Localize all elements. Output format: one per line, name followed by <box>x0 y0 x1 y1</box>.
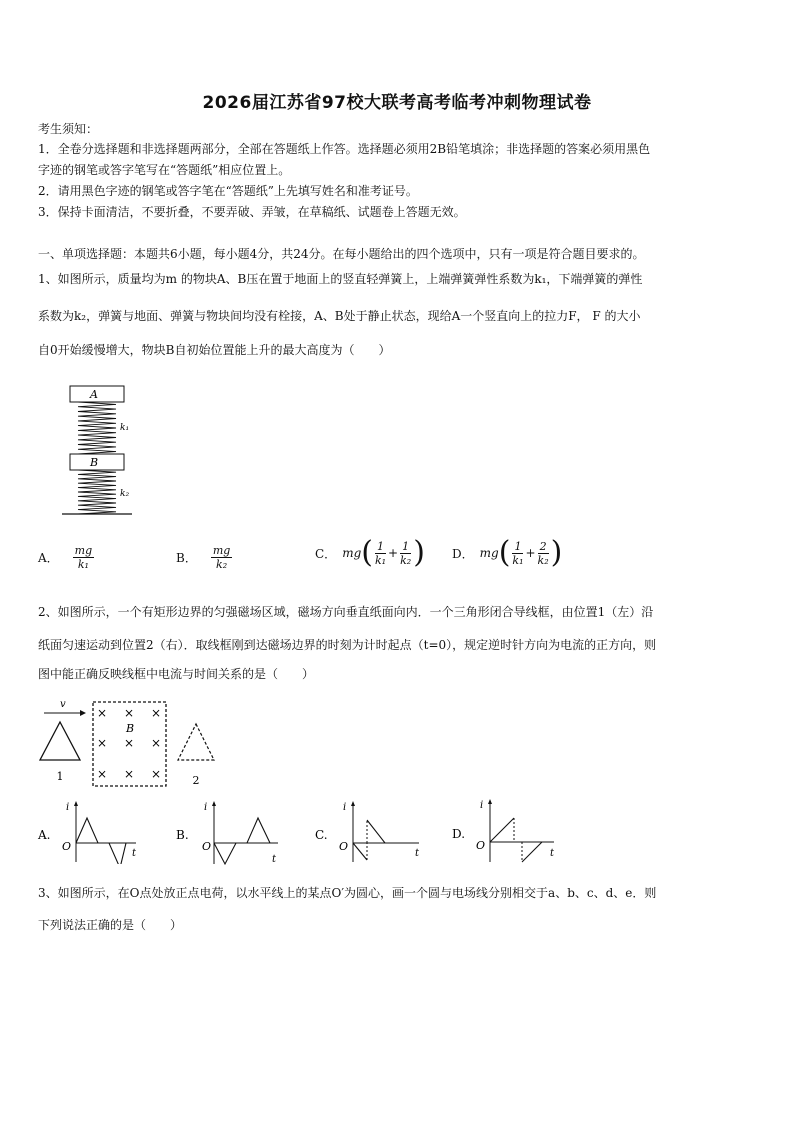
position-2-label: 2 <box>192 774 200 787</box>
q1-line-2: 系数为k₂，弹簧与地面、弹簧与物块间均没有栓接，A、B处于静止状态，现给A一个竖直向上的拉力F， F 的大小 <box>38 309 641 323</box>
notice-item-3: 3．保持卡面清洁，不要折叠，不要弄破、弄皱，在草稿纸、试题卷上答题无效。 <box>38 205 466 219</box>
q3-line-2: 下列说法正确的是（ ） <box>38 918 183 932</box>
graph-c-origin-label: O <box>339 840 349 853</box>
graph-d-i-arrowhead <box>488 799 492 804</box>
svg-text:×: × <box>150 736 162 750</box>
option-d-label: D． <box>452 546 474 561</box>
graph-option-d[interactable] <box>450 796 564 864</box>
option-d-f1-numerator: 1 <box>514 539 522 553</box>
graph-c-curve-positive <box>367 820 385 843</box>
q1-option-a[interactable] <box>38 544 94 571</box>
velocity-arrowhead <box>80 710 86 716</box>
graph-b-i-label: i <box>204 802 208 813</box>
position-1-label: 1 <box>56 770 64 783</box>
q1-option-b[interactable] <box>176 544 232 571</box>
option-c-prefix: mg <box>342 546 362 560</box>
graph-option-a[interactable] <box>36 798 146 864</box>
option-a-numerator: mg <box>74 544 93 557</box>
q1-option-d[interactable] <box>452 535 563 570</box>
svg-text:×: × <box>123 706 135 720</box>
graph-a-i-label: i <box>66 802 70 813</box>
graph-c-i-arrowhead <box>351 801 355 806</box>
svg-text:×: × <box>123 767 135 781</box>
graph-c-label: C. <box>315 828 328 842</box>
option-a-label: A． <box>38 551 59 565</box>
graph-d-curve-positive <box>490 818 514 842</box>
block-a-label: A <box>90 388 98 401</box>
option-c-right-paren: ) <box>413 535 425 570</box>
graph-a-curve <box>76 818 126 864</box>
option-d-f2-denominator: k₂ <box>537 553 549 567</box>
graph-d-i-label: i <box>480 800 484 811</box>
option-d-right-paren: ) <box>550 535 563 570</box>
graph-a-origin-label: O <box>62 840 72 853</box>
option-c-f2-denominator: k₂ <box>400 553 412 567</box>
graph-b-curve <box>214 818 270 864</box>
option-a-denominator: k₁ <box>77 558 89 571</box>
option-b-label: B． <box>176 551 197 565</box>
field-b-label: B <box>126 722 135 735</box>
graph-b-i-arrowhead <box>212 801 216 806</box>
option-b-denominator: k₂ <box>216 558 228 571</box>
option-c-fraction-2 <box>398 540 413 567</box>
option-c-label: C． <box>315 546 337 561</box>
option-d-fraction-1 <box>510 540 525 567</box>
option-c-plus: + <box>388 546 399 560</box>
option-d-f1-denominator: k₁ <box>512 553 524 567</box>
option-c-f1-numerator: 1 <box>377 539 384 553</box>
notice-item-2: 2．请用黑色字迹的钢笔或答字笔在“答题纸”上先填写姓名和准考证号。 <box>38 184 418 198</box>
q3-line-1: 3、如图所示，在O点处放正点电荷，以水平线上的某点O′为圆心，画一个圆与电场线分别相交于a、b、c、d、e．则 <box>38 886 657 900</box>
graph-d-origin-label: O <box>476 839 486 852</box>
q2-line-2: 纸面匀速运动到位置2（右）．取线框刚到达磁场边界的时刻为计时起点（t=0），规定逆时针方向为电流的正方向，则 <box>38 638 657 652</box>
q1-line-3: 自0开始缓慢增大，物块B自初始位置能上升的最大高度为（ ） <box>38 343 391 357</box>
triangle-position-2 <box>178 724 214 760</box>
graph-d-t-label: t <box>550 848 555 859</box>
graph-d-curve-negative <box>522 842 542 862</box>
graph-option-b[interactable] <box>174 798 284 866</box>
q2-line-1: 2、如图所示，一个有矩形边界的匀强磁场区域，磁场方向垂直纸面向内．一个三角形闭合导线框，由位置1（左）沿 <box>38 605 654 619</box>
q1-line-1: 1、如图所示，质量均为m 的物块A、B压在置于地面上的竖直轻弹簧上，上端弹簧弹性系数为k₁，下端弹簧的弹性 <box>38 272 643 286</box>
notice-item-1: 1．全卷分选择题和非选择题两部分，全部在答题纸上作答。选择题必须用2B铅笔填涂；非选择题的答案必须用黑色 <box>38 142 651 156</box>
option-d-f2-numerator: 2 <box>539 539 547 553</box>
option-a-fraction <box>73 544 94 571</box>
spring-k1-label: k₁ <box>120 423 130 433</box>
svg-text:×: × <box>150 767 162 781</box>
graph-b-label: B. <box>176 828 189 842</box>
spring-k2-label: k₂ <box>120 489 130 499</box>
option-c-f1-denominator: k₁ <box>374 553 387 567</box>
option-b-fraction <box>211 544 232 571</box>
graph-a-t-label: t <box>132 848 137 859</box>
option-b-numerator: mg <box>212 544 231 557</box>
option-d-plus: + <box>525 546 536 560</box>
velocity-label: v <box>60 699 66 710</box>
triangle-position-1 <box>40 722 80 760</box>
option-d-fraction-2 <box>536 540 551 567</box>
graph-c-curve-negative <box>353 843 367 860</box>
graph-b-origin-label: O <box>202 840 212 853</box>
graph-a-i-arrowhead <box>74 801 78 806</box>
graph-c-i-label: i <box>343 802 347 813</box>
spring-k2 <box>78 470 116 514</box>
svg-text:×: × <box>96 767 108 781</box>
q2-line-3: 图中能正确反映线框中电流与时间关系的是（ ） <box>38 667 315 681</box>
option-d-left-paren: ( <box>498 535 511 570</box>
svg-text:×: × <box>96 706 108 720</box>
spring-k1 <box>78 402 116 454</box>
graph-option-c[interactable] <box>313 798 423 864</box>
notice-heading: 考生须知： <box>38 122 99 136</box>
svg-text:×: × <box>96 736 108 750</box>
field-crosses <box>97 706 161 781</box>
block-b-label: B <box>89 456 99 469</box>
magnetic-field-figure <box>38 696 228 790</box>
graph-a-label: A. <box>38 828 51 842</box>
spring-blocks-figure <box>60 382 150 518</box>
option-d-prefix: mg <box>479 546 499 560</box>
option-c-f2-numerator: 1 <box>402 539 410 553</box>
page-title: 2026届江苏省97校大联考高考临考冲刺物理试卷 <box>202 93 592 113</box>
svg-text:×: × <box>123 736 135 750</box>
q1-option-c[interactable] <box>315 535 425 570</box>
notice-item-1-cont: 字迹的钢笔或答字笔写在“答题纸”相应位置上。 <box>38 163 291 177</box>
svg-text:×: × <box>150 706 162 720</box>
graph-c-t-label: t <box>415 848 420 859</box>
section-heading: 一、单项选择题：本题共6小题，每小题4分，共24分。在每小题给出的四个选项中，只有一项是符合题目要求的。 <box>38 247 645 261</box>
option-c-left-paren: ( <box>361 535 373 570</box>
option-c-fraction-1 <box>373 540 388 567</box>
graph-d-label: D. <box>452 827 466 841</box>
graph-b-t-label: t <box>272 854 277 865</box>
